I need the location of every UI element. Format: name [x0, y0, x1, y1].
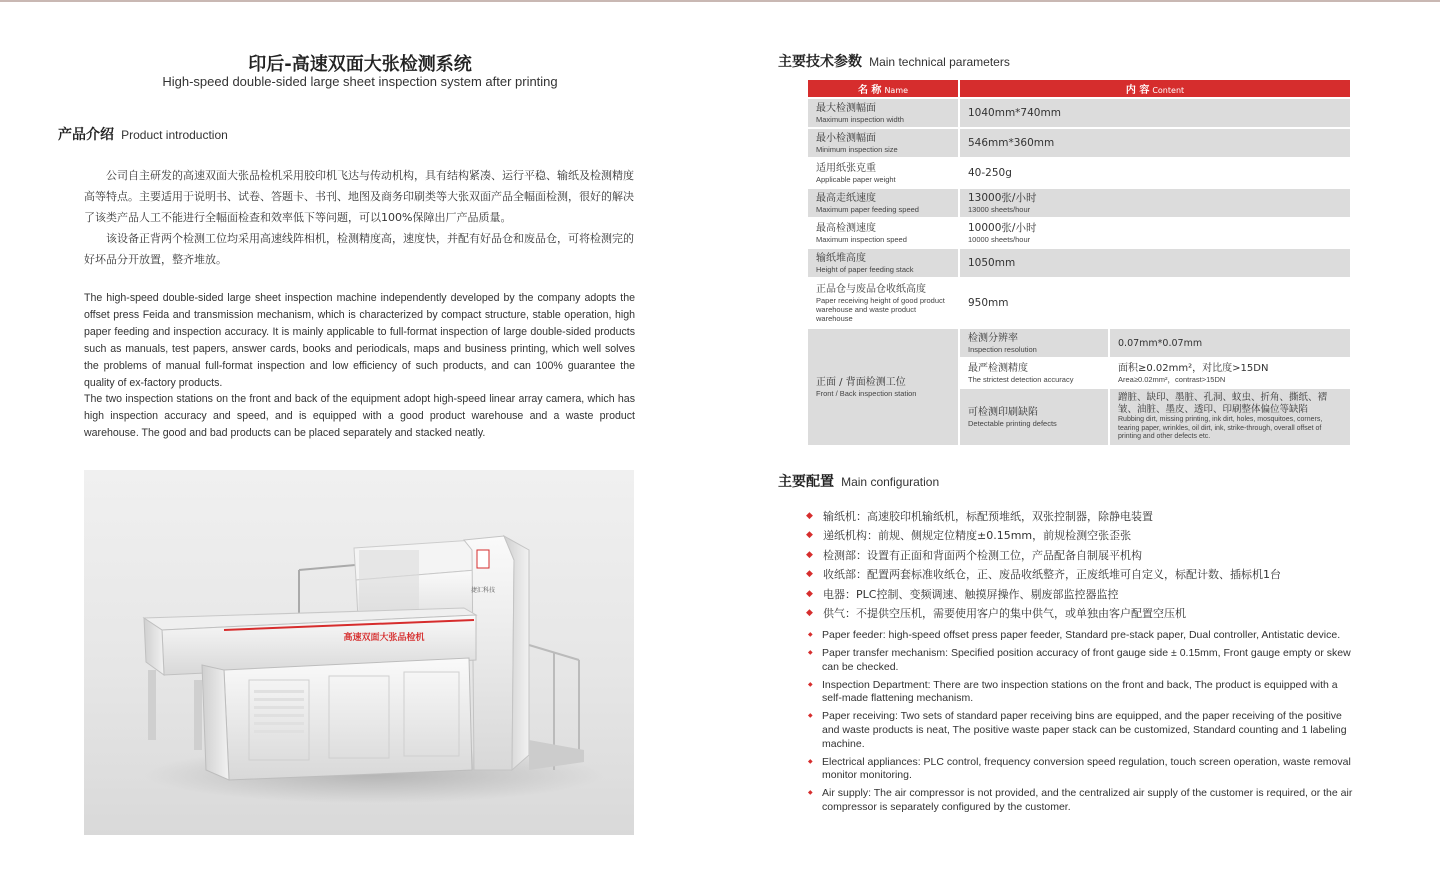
intro-text-cn [84, 165, 634, 270]
table-row [806, 249, 1350, 277]
row-value-en: 10000 sheets/hour [968, 235, 1031, 244]
row-name-en: Maximum inspection speed [816, 234, 907, 244]
row-value: 40-250g [968, 166, 1012, 179]
list-item [806, 710, 1354, 751]
config-item-en: Inspection Department: There are two inspection stations on the front and back, The product is equipped with a self-made flattening mechanism. [822, 678, 1338, 705]
config-item-cn: 递纸机构：前规、侧规定位精度±0.15mm，前规检测空张歪张 [823, 529, 1132, 543]
table-row [806, 99, 1350, 127]
row-name-cn: 最大检测幅面 [816, 102, 876, 114]
row-name-en: Paper receiving height of good product warehouse and waste product warehouse [816, 295, 945, 323]
row-value-en: 13000 sheets/hour [968, 205, 1031, 214]
group-name-en: Front / Back inspection station [816, 388, 917, 398]
diamond-bullet-icon: ◆ [806, 569, 813, 580]
group-name-cn: 正面 / 背面检测工位 [816, 376, 906, 388]
list-item [806, 604, 1366, 623]
row-name-en: Applicable paper weight [816, 174, 896, 184]
config-item-en: Paper transfer mechanism: Specified position accuracy of front gauge side ± 0.15mm, Front gauge empty or skew can be checked. [822, 647, 1351, 673]
diamond-bullet-icon: ◆ [806, 549, 813, 560]
config-heading-cn: 主要配置 [778, 474, 834, 490]
config-item-en: Electrical appliances: PLC control, frequency conversion speed regulation, touch screen operation, waste removal monitor monitoring. [822, 755, 1351, 782]
intro-paragraph-cn-1: 公司自主研发的高速双面大张品检机采用胶印机飞达与传动机构，具有结构紧凑、运行平稳、输纸及检测精度高等特点。主要适用于说明书、试卷、答题卡、书刊、地图及商务印刷类等大张双面产品全幅面检测，很好的解决了该类产品人工不能进行全幅面检查和效率低下等问题，可以100%保障出厂产品质量。 [84, 169, 634, 224]
table-row [806, 219, 1350, 247]
subrow-value: 蹭脏、缺印、墨脏、孔洞、蚊虫、折角、撕纸、褶皱、油脏、墨皮、透印、印刷整体偏位等缺陷 [1118, 392, 1328, 416]
list-item [806, 585, 1366, 604]
list-item [806, 526, 1366, 545]
intro-heading [58, 124, 228, 144]
col-header-name [806, 80, 958, 97]
row-name-cn: 适用纸张克重 [816, 162, 876, 174]
col-header-name-en: Name [884, 86, 909, 95]
intro-heading-cn: 产品介绍 [58, 127, 114, 143]
intro-text-en [84, 290, 635, 442]
row-name-en: Maximum paper feeding speed [816, 204, 919, 214]
table-row [806, 189, 1350, 217]
top-rule [0, 0, 1440, 2]
row-name-en: Minimum inspection size [816, 144, 898, 154]
subrow-value-en: Rubbing dirt, missing printing, ink dirt, holes, mosquitoes, corners, tearing paper, wrinkles, oil dirt, ink, strike-through, overall offset of printing and other defects etc. [1118, 416, 1323, 441]
logo-mark [477, 550, 489, 568]
table-row [806, 329, 1350, 357]
params-heading [778, 51, 1010, 71]
config-list-en [806, 629, 1354, 819]
page-subtitle: High-speed double-sided large sheet inspection system after printing [162, 74, 558, 89]
logo-text: 捷汇科技 [470, 587, 496, 594]
config-item-cn: 检测部：设置有正面和背面两个检测工位，产品配备自制展平机构 [823, 548, 1142, 562]
table-row [806, 129, 1350, 157]
subrow-name-en: Detectable printing defects [968, 418, 1057, 428]
col-header-content-en: Content [1152, 86, 1185, 95]
config-heading [778, 471, 939, 491]
list-item [806, 756, 1354, 783]
intro-paragraph-en-1: The high-speed double-sided large sheet inspection machine independently developed by the company adopts the offset press Feida and transmission mechanism, which is characterized by compact structure, stable operation, high paper feeding and inspection accuracy. It is mainly applicable to full-format inspection of large double-sided products such as manuals, test papers, answer cards, books and periodicals, maps and business printing, which well solves the problems of manual full-format inspection and low efficiency of such products, and can 100% guarantee the quality of ex-factory products. [84, 292, 635, 389]
row-value: 10000张/小时 [968, 222, 1037, 234]
row-name-cn: 最高走纸速度 [816, 192, 876, 204]
config-item-cn: 电器：PLC控制、变频调速、触摸屏操作、剔废部监控器监控 [823, 587, 1119, 601]
list-item [806, 565, 1366, 584]
row-value: 1050mm [968, 256, 1016, 269]
machine-photo [84, 470, 634, 835]
row-value: 950mm [968, 296, 1009, 309]
list-item [806, 647, 1354, 674]
row-name-cn: 输纸堆高度 [816, 252, 866, 264]
row-value: 1040mm*740mm [968, 106, 1061, 119]
list-item [806, 507, 1366, 526]
subrow-name-cn: 可检测印刷缺陷 [968, 406, 1038, 418]
config-item-cn: 收纸部：配置两套标准收纸仓，正、废品收纸整齐，正废纸堆可自定义，标配计数、插标机1台 [823, 568, 1281, 582]
config-item-cn: 输纸机：高速胶印机输纸机，标配预堆纸，双张控制器，除静电装置 [823, 510, 1153, 523]
config-item-en: Air supply: The air compressor is not provided, and the centralized air supply of the customer is required, or the air compressor is separately configured by the customer. [822, 787, 1353, 814]
diamond-bullet-icon: ◆ [808, 713, 813, 720]
params-heading-en: Main technical parameters [869, 55, 1010, 69]
diamond-bullet-icon: ◆ [808, 790, 813, 797]
diamond-bullet-icon: ◆ [806, 607, 813, 618]
col-header-content [958, 80, 1350, 97]
subrow-value: 面积≥0.02mm²，对比度>15DN [1118, 363, 1269, 374]
diamond-bullet-icon: ◆ [806, 530, 813, 541]
diamond-bullet-icon: ◆ [808, 758, 813, 765]
row-name-cn: 最小检测幅面 [816, 132, 876, 144]
subrow-name-cn: 检测分辨率 [968, 332, 1018, 344]
intro-paragraph-cn-2: 该设备正背两个检测工位均采用高速线阵相机，检测精度高，速度快，并配有好品仓和废品仓，可将检测完的好坏品分开放置，整齐堆放。 [84, 232, 634, 266]
table-row [806, 279, 1350, 327]
col-header-name-cn: 名 称 [857, 85, 882, 96]
diamond-bullet-icon: ◆ [808, 650, 813, 657]
list-item [806, 629, 1354, 643]
diamond-bullet-icon: ◆ [806, 511, 813, 521]
diamond-bullet-icon: ◆ [808, 681, 813, 688]
subrow-value-en: Area≥0.02mm²，contrast>15DN [1118, 375, 1226, 384]
list-item [806, 679, 1354, 706]
subrow-name-en: Inspection resolution [968, 344, 1037, 354]
machine-illustration [84, 470, 634, 835]
diamond-bullet-icon: ◆ [808, 632, 813, 638]
subrow-value: 0.07mm*0.07mm [1118, 337, 1203, 349]
params-table-header [806, 80, 1350, 97]
config-item-en: Paper receiving: Two sets of standard paper receiving bins are equipped, and the paper receiving of the positive and waste products is neat, The positive waste paper stack can be customized, Standard counting and 1 labeling machine. [822, 710, 1347, 750]
row-value: 546mm*360mm [968, 136, 1055, 149]
intro-heading-en: Product introduction [121, 128, 228, 142]
subrow-name-cn: 最严检测精度 [968, 362, 1028, 374]
config-heading-en: Main configuration [841, 475, 940, 489]
row-name-en: Maximum inspection width [816, 114, 904, 124]
params-table [806, 78, 1350, 447]
row-name-cn: 最高检测速度 [816, 222, 876, 234]
row-name-en: Height of paper feeding stack [816, 264, 914, 274]
subrow-name-en: The strictest detection accuracy [968, 374, 1074, 384]
diamond-bullet-icon: ◆ [806, 588, 813, 599]
params-heading-cn: 主要技术参数 [778, 54, 862, 70]
list-item [806, 787, 1354, 814]
row-name-cn: 正品仓与废品仓收纸高度 [816, 283, 926, 295]
table-row [806, 159, 1350, 187]
list-item [806, 546, 1366, 565]
machine-label: 高速双面大张品检机 [343, 633, 425, 643]
row-value: 13000张/小时 [968, 192, 1037, 204]
col-header-content-cn: 内 容 [1125, 85, 1150, 96]
config-item-en: Paper feeder: high-speed offset press paper feeder, Standard pre-stack paper, Dual controller, Antistatic device. [822, 629, 1341, 641]
config-list-cn [806, 507, 1366, 623]
page-title: 印后-高速双面大张检测系统 [248, 54, 472, 75]
config-item-cn: 供气：不提供空压机，需要使用客户的集中供气，或单独由客户配置空压机 [823, 606, 1186, 620]
intro-paragraph-en-2: The two inspection stations on the front and back of the equipment adopt high-speed linear array camera, which has high inspection accuracy and speed, and is equipped with a good product warehouse and a waste product warehouse. The good and bad products can be placed separately and stacked neatly. [84, 393, 635, 440]
group-name-cell [806, 329, 958, 445]
